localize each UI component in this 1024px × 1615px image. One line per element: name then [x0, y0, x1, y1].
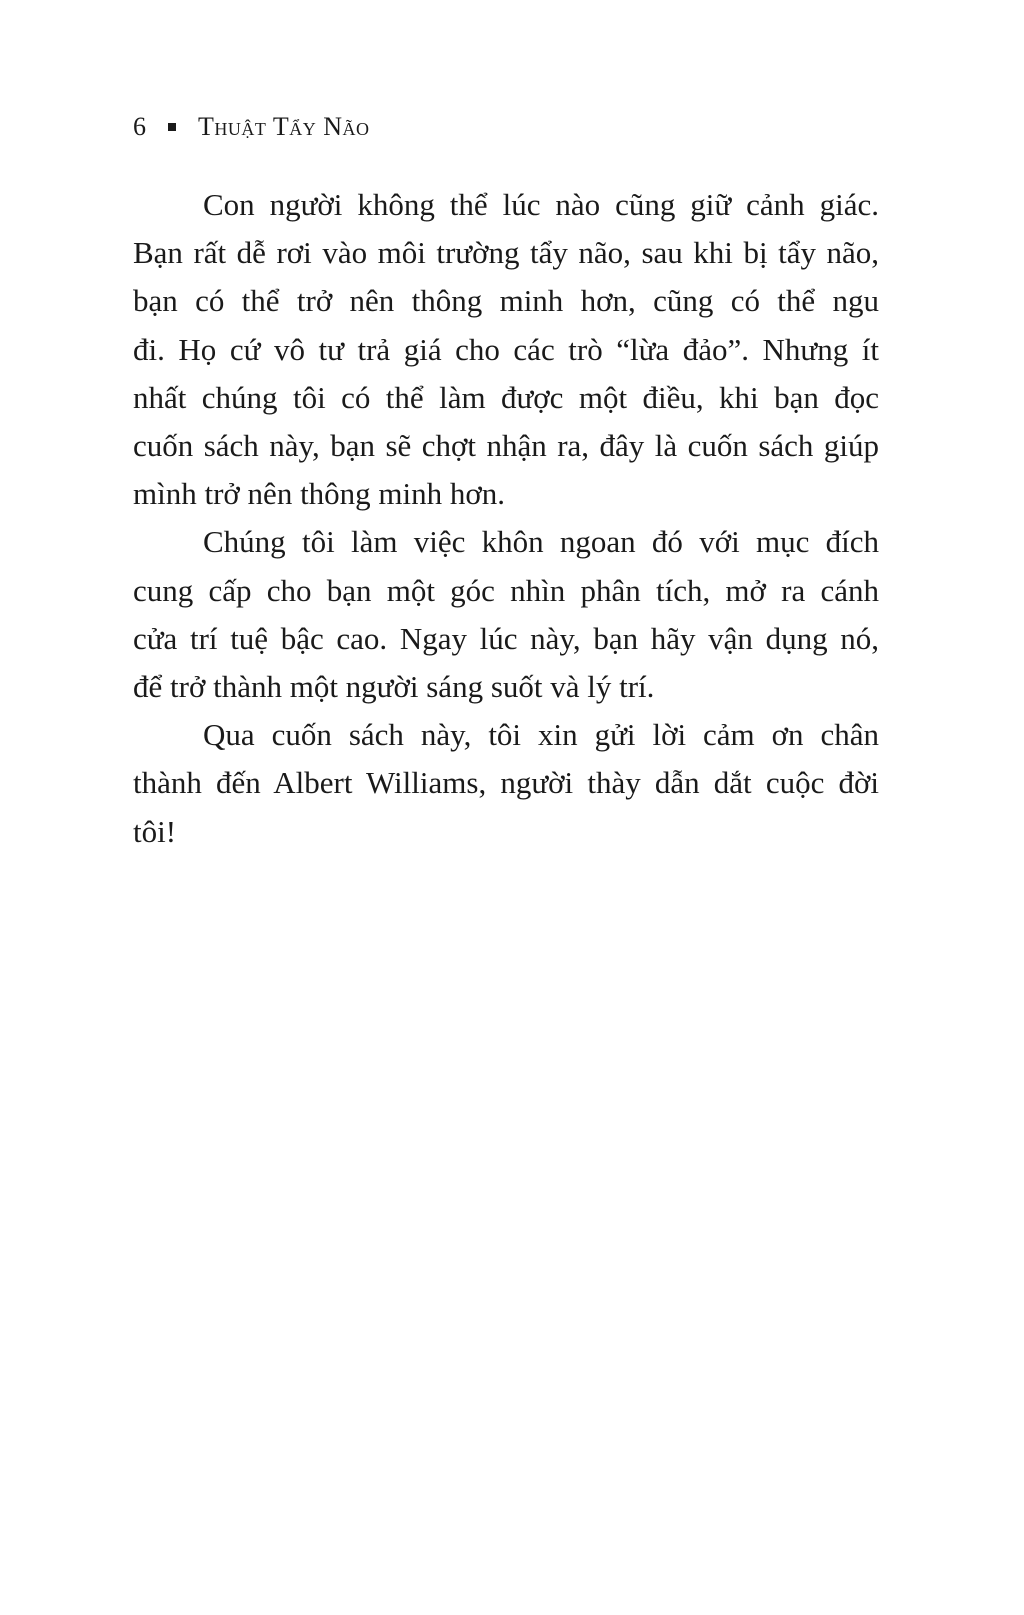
text-line: cuốn sách này, bạn sẽ chợt nhận ra, đây là cuốn sách giúp: [133, 428, 879, 464]
text-line: thành đến Albert Williams, người thày dẫn dắt cuộc đời: [133, 765, 879, 801]
text-line: nhất chúng tôi có thể làm được một điều, khi bạn đọc: [133, 379, 879, 415]
text-line: Con người không thể lúc nào cũng giữ cảnh giác.: [203, 187, 879, 222]
text-line: cung cấp cho bạn một góc nhìn phân tích, mở ra cánh: [133, 572, 879, 608]
paragraph-3: [133, 711, 879, 856]
text-line: để trở thành một người sáng suốt và lý trí.: [133, 669, 655, 705]
body-text: [133, 181, 879, 856]
running-head: [133, 112, 370, 142]
page-number: 6: [133, 112, 146, 141]
paragraph-2: [133, 518, 879, 711]
text-line: Bạn rất dễ rơi vào môi trường tẩy não, sau khi bị tẩy não,: [133, 235, 879, 271]
text-line: bạn có thể trở nên thông minh hơn, cũng có thể ngu: [133, 283, 879, 319]
text-line: Chúng tôi làm việc khôn ngoan đó với mục đích: [203, 524, 879, 560]
square-bullet-icon: [168, 123, 176, 131]
text-line: mình trở nên thông minh hơn.: [133, 476, 506, 512]
text-line: đi. Họ cứ vô tư trả giá cho các trò “lừa đảo”. Nhưng ít: [133, 331, 879, 367]
book-title: Thuật Tẩy Não: [198, 112, 370, 141]
text-line: cửa trí tuệ bậc cao. Ngay lúc này, bạn hãy vận dụng nó,: [133, 620, 879, 656]
paragraph-1: [133, 181, 879, 518]
text-line: tôi!: [133, 813, 177, 849]
text-line: Qua cuốn sách này, tôi xin gửi lời cảm ơn chân: [203, 717, 879, 753]
